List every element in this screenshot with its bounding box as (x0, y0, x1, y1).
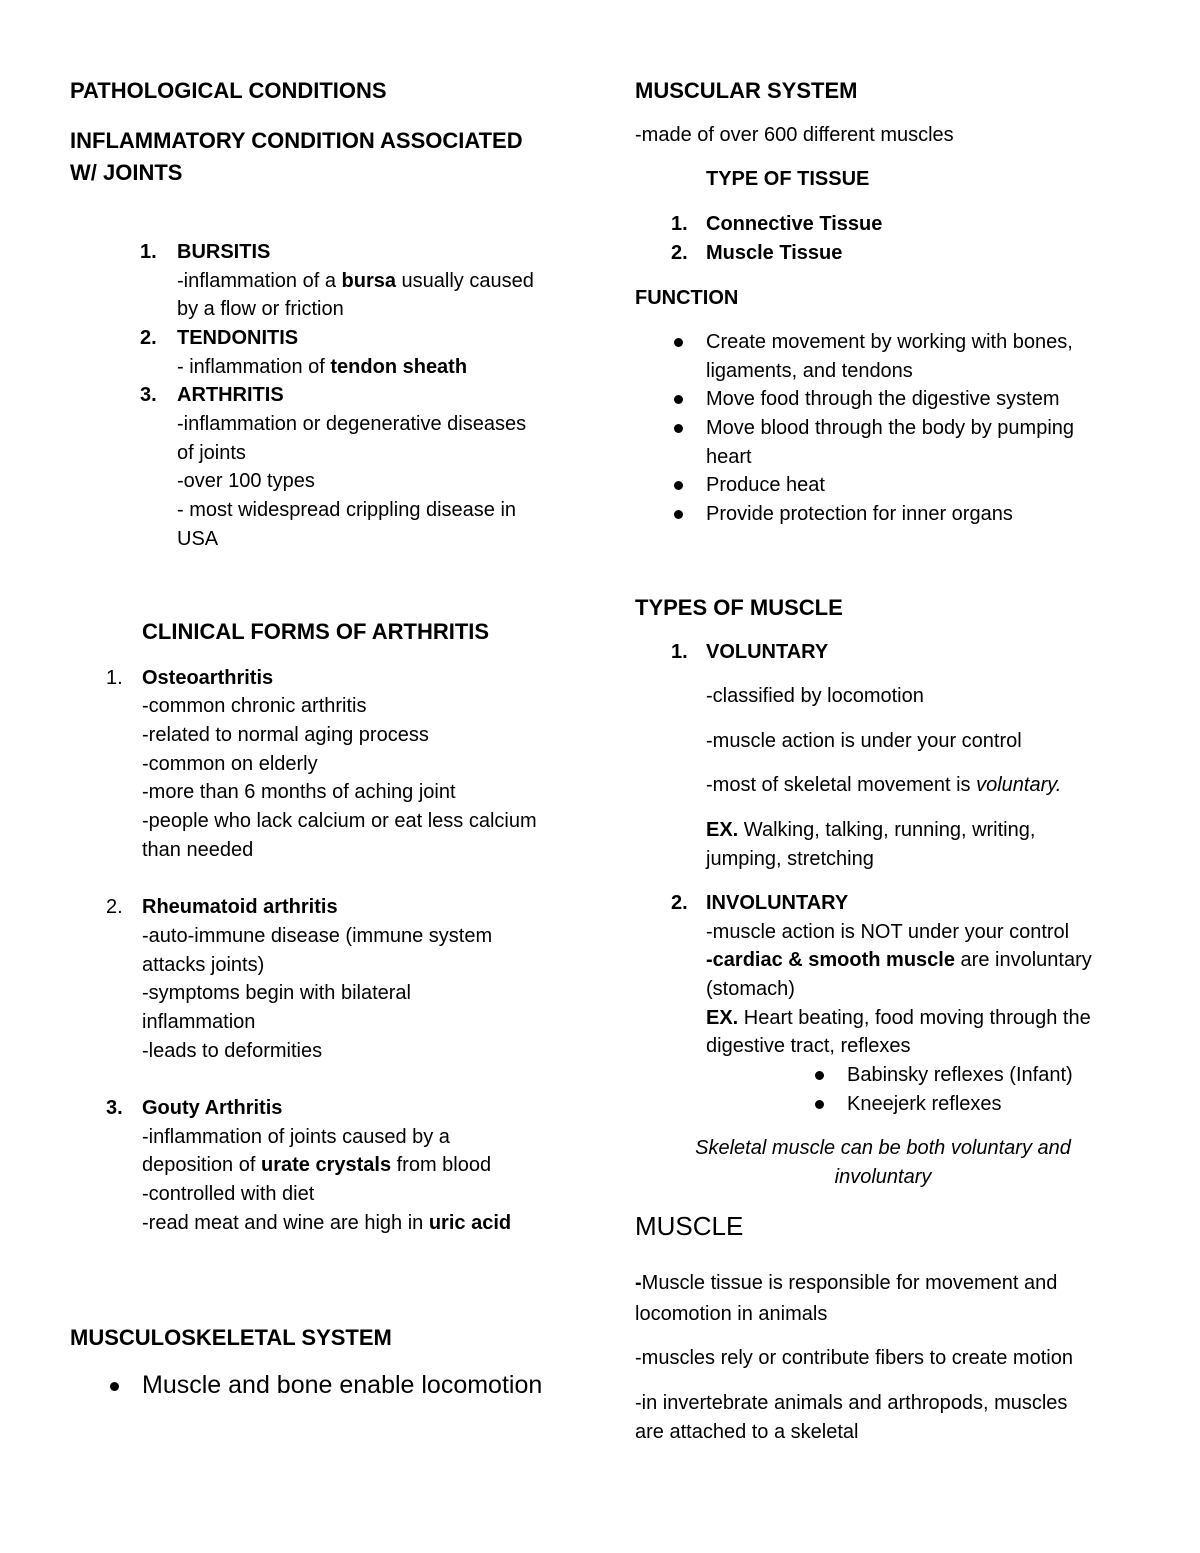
section-heading-inflammatory-line2: W/ JOINTS (70, 160, 183, 185)
function-item-cont: heart (706, 446, 752, 468)
type-example-cont: jumping, stretching (706, 848, 874, 870)
form-text: inflammation (142, 1011, 256, 1033)
form-text: deposition of urate crystals from blood (142, 1154, 492, 1176)
list-number: 3. (140, 384, 157, 406)
bullet-icon (674, 338, 683, 347)
function-item: Move blood through the body by pumping (706, 417, 1075, 439)
form-name: Gouty Arthritis (142, 1097, 283, 1119)
form-text: -common on elderly (142, 753, 318, 775)
msk-bullet-text: Muscle and bone enable locomotion (142, 1371, 543, 1399)
bullet-icon (110, 1382, 119, 1391)
section-heading-muscle: MUSCLE (635, 1211, 744, 1241)
type-name: VOLUNTARY (706, 641, 829, 663)
list-number: 1. (140, 241, 157, 263)
form-text: -related to normal aging process (142, 724, 429, 746)
muscular-intro: -made of over 600 different muscles (635, 124, 954, 146)
list-number: 1. (106, 667, 123, 689)
bullet-icon (674, 424, 683, 433)
form-text: -controlled with diet (142, 1183, 315, 1205)
section-heading-types: TYPES OF MUSCLE (635, 595, 843, 620)
form-name: Rheumatoid arthritis (142, 896, 338, 918)
list-number: 1. (671, 213, 688, 235)
list-number: 2. (140, 327, 157, 349)
condition-text: - most widespread crippling disease in (177, 499, 517, 521)
condition-text: - inflammation of tendon sheath (177, 356, 468, 378)
tissue-heading: TYPE OF TISSUE (706, 168, 870, 190)
tissue-item: Muscle Tissue (706, 242, 843, 264)
list-number: 2. (106, 896, 123, 918)
type-example: EX. Heart beating, food moving through the (706, 1007, 1091, 1029)
form-text: -read meat and wine are high in uric acid (142, 1212, 512, 1234)
muscle-paragraph: -Muscle tissue is responsible for movement and (635, 1272, 1058, 1294)
condition-text: -inflammation or degenerative diseases (177, 413, 527, 435)
form-text: -people who lack calcium or eat less calcium (142, 810, 537, 832)
section-heading-muscular: MUSCULAR SYSTEM (635, 78, 858, 103)
condition-text: by a flow or friction (177, 298, 344, 320)
bullet-icon (674, 395, 683, 404)
muscle-paragraph: -in invertebrate animals and arthropods, muscles (635, 1392, 1068, 1414)
list-number: 2. (671, 892, 688, 914)
section-heading-clinical: CLINICAL FORMS OF ARTHRITIS (142, 619, 490, 644)
condition-name: BURSITIS (177, 241, 271, 263)
function-item: Provide protection for inner organs (706, 503, 1013, 525)
type-example-cont: digestive tract, reflexes (706, 1035, 911, 1057)
form-text: -symptoms begin with bilateral (142, 982, 411, 1004)
tissue-item: Connective Tissue (706, 213, 883, 235)
form-text: -common chronic arthritis (142, 695, 367, 717)
function-item: Produce heat (706, 474, 825, 496)
muscle-paragraph-cont: locomotion in animals (635, 1303, 828, 1325)
type-text: -cardiac & smooth muscle are involuntary (706, 949, 1092, 971)
type-text: -most of skeletal movement is voluntary. (706, 774, 1062, 796)
reflex-item: Kneejerk reflexes (847, 1093, 1002, 1115)
bullet-icon (815, 1100, 824, 1109)
condition-name: ARTHRITIS (177, 384, 284, 406)
function-item: Move food through the digestive system (706, 388, 1060, 410)
skeletal-note: Skeletal muscle can be both voluntary and involuntary (695, 1137, 1071, 1188)
page-title: PATHOLOGICAL CONDITIONS (70, 78, 387, 103)
muscle-paragraph: -muscles rely or contribute fibers to create motion (635, 1347, 1073, 1369)
list-number: 1. (671, 641, 688, 663)
bullet-icon (674, 481, 683, 490)
type-text: (stomach) (706, 978, 795, 1000)
list-number: 2. (671, 242, 688, 264)
section-heading-inflammatory-line1: INFLAMMATORY CONDITION ASSOCIATED (70, 128, 523, 153)
condition-text: -inflammation of a bursa usually caused (177, 270, 534, 292)
type-text: -muscle action is NOT under your control (706, 921, 1070, 943)
condition-text: -over 100 types (177, 470, 315, 492)
form-text: -more than 6 months of aching joint (142, 781, 456, 803)
form-name: Osteoarthritis (142, 667, 274, 689)
condition-text: USA (177, 528, 219, 550)
section-heading-musculoskeletal: MUSCULOSKELETAL SYSTEM (70, 1325, 392, 1350)
bullet-icon (674, 510, 683, 519)
type-text: -muscle action is under your control (706, 730, 1022, 752)
condition-text: of joints (177, 442, 246, 464)
type-text: -classified by locomotion (706, 685, 924, 707)
function-item-cont: ligaments, and tendons (706, 360, 913, 382)
function-heading: FUNCTION (635, 287, 739, 309)
form-text: -auto-immune disease (immune system (142, 925, 493, 947)
type-example: EX. Walking, talking, running, writing, (706, 819, 1036, 841)
condition-name: TENDONITIS (177, 327, 299, 349)
form-text: than needed (142, 839, 254, 861)
form-text: -leads to deformities (142, 1040, 323, 1062)
function-item: Create movement by working with bones, (706, 331, 1073, 353)
muscle-paragraph-cont: are attached to a skeletal (635, 1421, 859, 1443)
bullet-icon (815, 1071, 824, 1080)
form-text: attacks joints) (142, 954, 265, 976)
type-name: INVOLUNTARY (706, 892, 849, 914)
reflex-item: Babinsky reflexes (Infant) (847, 1064, 1073, 1086)
list-number: 3. (106, 1097, 123, 1119)
form-text: -inflammation of joints caused by a (142, 1126, 450, 1148)
